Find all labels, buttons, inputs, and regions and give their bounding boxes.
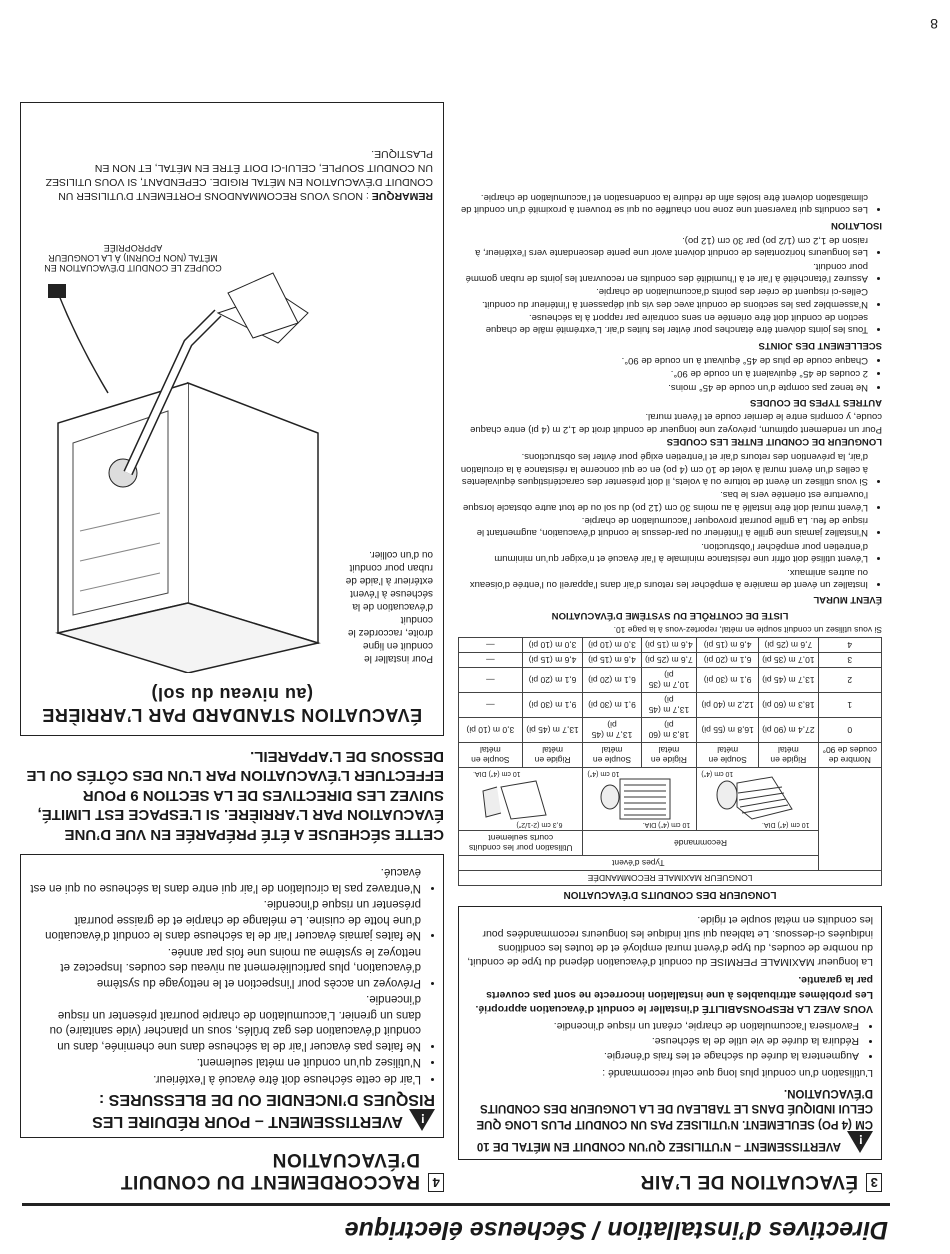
section-3-warning-text: AVERTISSEMENT – N’UTILISEZ QU’UN CONDUIT EN MÉTAL DE 10 CM (4 PO) SEULEMENT. N’UTILISEZ PAS UN CONDUIT PLUS LONG QUE CELUI INDIQUÉ DANS LE TABLEAU DE LA LONGUEUR DES CONDUITS D’ÉVACUATION. [476, 1086, 873, 1152]
max-length-text: La longueur MAXIMALE PERMISE du conduit d’évacuation dépend du type de conduit, du nombre de coudes, du type d’évent mural employé et de toutes les conditions indiquées ci-dessous. Le tableau qui suit indique les longueurs recommandées pour les conduits en métal souple et rigide. [467, 913, 873, 969]
table-row [459, 692, 882, 717]
table-cell: 10,7 m (35 pi) [759, 652, 818, 667]
table-cell: 13,7 m (45 pi) [522, 717, 583, 742]
table-cell: 9,1 m (30 pi) [583, 692, 641, 717]
seal-list [458, 234, 882, 336]
list-item: • L’air de cette sécheuse doit être évacué à l’extérieur. [29, 1070, 421, 1086]
list-item: • Réduira la durée de vie utile de la sécheuse. [467, 1034, 859, 1048]
seal-heading: SCELLEMENT DES JOINTS [758, 339, 882, 351]
table-row [459, 652, 882, 667]
table-cell: 13,7 m (45 pi) [583, 717, 641, 742]
table-cell: 6,1 m (20 pi) [697, 652, 759, 667]
table-row [459, 637, 882, 652]
dim-label: 10 cm (4") DIA. [473, 769, 521, 777]
table-cell: 13,7 m (45 pi) [759, 667, 818, 692]
elbow-list [458, 354, 882, 393]
louvered-vent-cell [697, 767, 818, 830]
table-cell: 0 [818, 717, 881, 742]
table-cell: 6,1 m (20 pi) [583, 667, 641, 692]
vent-types-header: Types d’évent [459, 855, 819, 870]
elbow-heading: AUTRES TYPES DE COUDES [750, 397, 882, 409]
hood-vent-illustration [471, 773, 571, 827]
dim-label: 10 cm (4") [701, 769, 734, 777]
vent-length-table [458, 637, 882, 886]
list-item: • Augmentera la durée du séchage et les frais d’énergie. [467, 1049, 859, 1063]
page-number: 8 [930, 16, 938, 32]
table-cell: 4,6 m (15 pi) [522, 652, 583, 667]
table-cell: 4 [818, 637, 881, 652]
section-3-title: ÉVACUATION DE L’AIR [640, 1171, 858, 1192]
standard-exhaust-title: ÉVACUATION STANDARD PAR L’ARRIÈRE [41, 705, 423, 726]
section-4-heading [20, 1148, 444, 1192]
section-3-warning-box [458, 906, 882, 1160]
table-cell: — [459, 692, 523, 717]
vent-length-table-block [458, 625, 882, 900]
list-item: • N’utilisez qu’un conduit en métal seulement. [29, 1054, 421, 1070]
standard-exhaust-subtitle: (au niveau du sol) [150, 684, 314, 705]
section-4-number: 4 [428, 1173, 444, 1192]
remark [33, 147, 433, 204]
table-row [459, 667, 882, 692]
list-item: • 2 coudes de 45° équivalent à un coude de 90°. [458, 367, 868, 379]
insulation-heading: ISOLATION [830, 219, 882, 231]
table-header-cell: Nombre de coudes de 90° [818, 742, 881, 767]
insulation-list [458, 191, 882, 216]
list-item: • L’évent utilisé doit offrir une résistance minimale à l’air évacué et n’exiger qu’un minimum d’entretien pour empêcher l’obstruction. [458, 540, 868, 565]
title-rule [22, 1203, 890, 1206]
table-row [459, 717, 882, 742]
table-footnote: Si vous utilisez un conduit souple en métal, reportez-vous à la page 10. [613, 624, 882, 635]
table-header-cell: Rigide en métal [522, 742, 583, 767]
list-item: • Tous les joints doivent être étanches pour éviter les fuites d’air. L’extrémité mâle de chaque section de conduit doit être orientée en sens contraire par rapport à la sécheuse. [458, 311, 868, 336]
remark-label: REMARQUE [371, 190, 433, 203]
table-cell: 4,6 m (15 pi) [583, 652, 641, 667]
table-cell: — [459, 667, 523, 692]
responsibility-text: VOUS AVEZ LA RESPONSABILITÉ d’installer le conduit d’évacuation approprié. Les problèmes attribuables à une installation incorrecte ne sont pas couverts par la garantie. [475, 974, 873, 1015]
checklist [458, 191, 882, 621]
exhaust-note: CETTE SÉCHEUSE A ÉTÉ PRÉPARÉE EN VUE D’UNE ÉVACUATION PAR L’ARRIÈRE. SI L’ESPACE EST LIMITÉ, SUIVEZ LES DIRECTIVES DE LA SECTION 9 POUR EFFECTUER L’ÉVACUATION PAR L’UN DES CÔTÉS OU LE DESSOUS DE L’APPAREIL. [26, 747, 444, 843]
table-cell: 3,0 m (10 pi) [459, 717, 523, 742]
dryer-diagram [31, 113, 433, 673]
table-cell: 3,0 m (10 pi) [522, 637, 583, 652]
table-cell: 9,1 m (30 pi) [697, 667, 759, 692]
table-cell: 10,7 m (35 pi) [641, 667, 697, 692]
list-item: • Les conduits qui traversent une zone non chauffée ou qui se trouvent à proximité d’un conduit de climatisation doivent être isolés afin de réduire la condensation et l’accumulation de charpie. [458, 191, 868, 216]
remark-text: : NOUS VOUS RECOMMANDONS FORTEMENT D’UTILISER UN CONDUIT D’ÉVACUATION EN MÉTAL RIGIDE. CEPENDANT, SI VOUS UTILISEZ UN CONDUIT SOUPLE, CELUI-CI DOIT ÊTRE EN MÉTAL, ET NON EN PLASTIQUE. [45, 147, 433, 203]
louvered-vent-illustration [702, 773, 812, 827]
section-3-intro: L’utilisation d’un conduit plus long que celui recommandé : [602, 1067, 873, 1080]
dim-label: 10 cm (4") DIA. [761, 820, 810, 828]
table-cell: 1 [818, 692, 881, 717]
length-heading: LONGUEUR DE CONDUIT ENTRE LES COUDES [666, 436, 882, 448]
table-cell: 2 [818, 667, 881, 692]
section-3-heading [458, 1170, 882, 1192]
warning-icon: ! [847, 1131, 873, 1153]
list-item: • Chaque coude de plus de 45° équivaut à un coude de 90°. [458, 354, 868, 366]
warning-icon: ! [409, 1109, 435, 1131]
box-vent-illustration [590, 773, 690, 827]
list-item: • N’entravez pas la circulation de l’air qui entre dans la sécheuse ou qui en est évacué. [29, 864, 421, 895]
section-3-bullets [467, 1019, 873, 1064]
standard-exhaust-box [20, 102, 444, 736]
table-header-cell: Souple en métal [583, 742, 641, 767]
table-cell: 4,6 m (15 pi) [697, 637, 759, 652]
list-item: • N’installez jamais une grille à l’intérieur ou par-dessus le conduit d’évacuation, augmentant le risque de feu. La grille pourrait provoquer l’accumulation de charpie. [458, 514, 868, 539]
table-cell: 27,4 m (90 pi) [759, 717, 818, 742]
table-cell: — [459, 652, 523, 667]
hood-vent-cell [459, 767, 583, 830]
list-item: • Si vous utilisez un évent de toiture ou à volets, il doit présenter des caractéristiques équivalentes à celles d’un évent mural à volet de 10 cm (4 po) en ce qui concerne la résistance à la circulation d’air, la prévention des retours d’air et l’entretien exigé pour éviter les obstructions. [458, 450, 868, 487]
dryer-illustration [38, 233, 338, 673]
list-item: • L’évent mural doit être installé à au moins 30 cm (12 po) du sol ou de tout autre obstacle lorsque l’ouverture est orientée vers le bas. [458, 488, 868, 513]
list-item: • Assurez l’étanchéité à l’air et à l’humidité des conduits en recouvrant les joints de ruban gommé pour conduit. [458, 259, 868, 284]
box-vent-cell [583, 767, 697, 830]
wall-vent-list [458, 450, 882, 590]
table-title: LONGUEUR DES CONDUITS D’ÉVACUATION [563, 888, 777, 900]
table-cell: 3,0 m (10 pi) [583, 637, 641, 652]
table-cell: 7,6 m (25 pi) [759, 637, 818, 652]
section-4 [20, 102, 444, 1192]
dim-label: 10 cm (4") DIA. [642, 820, 691, 828]
empty-cell [818, 767, 881, 870]
table-header-cell: Souple en métal [697, 742, 759, 767]
section-4-warning-text: AVERTISSEMENT – POUR RÉDUIRE LES RISQUES D’INCENDIE OU DE BLESSURES : [92, 1091, 435, 1130]
table-header-cell: Rigide en métal [641, 742, 697, 767]
list-item: • Ne faites pas évacuer l’air de la sécheuse dans une cheminée, dans un conduit d’évacuation des gaz brûlés, sous un plancher (vide sanitaire) ou dans un grenier. L’accumulation de charpie pourrait présenter un risque d’incendie. [29, 991, 421, 1053]
section-4-bullets [29, 864, 435, 1086]
list-item: • Ne tenez pas compte d’un coude de 45° moins. [458, 380, 868, 392]
list-item: • Les longueurs horizontales de conduit doivent avoir une pente descendante vers l’extérieur, à raison de 1,2 cm (1/2 po) par 30 cm (12 po). [458, 234, 868, 259]
table-cell: 3 [818, 652, 881, 667]
length-text: Pour un rendement optimum, prévoyez une longueur de conduit droit de 1,2 m (4 pi) entre chaque coude, y compris entre le dernier coude et l’évent mural. [470, 411, 882, 435]
table-subtitle: LONGUEUR MAXIMALE RECOMMANDÉE [459, 870, 882, 885]
short-only-header: Utilisation pour les conduits courts seulement [459, 830, 583, 855]
table-cell: 16,8 m (55 pi) [697, 717, 759, 742]
table-cell: 12,2 m (40 pi) [697, 692, 759, 717]
table-cell: 18,3 m (60 pi) [759, 692, 818, 717]
table-header-cell: Rigide en métal [759, 742, 818, 767]
table-cell: 6,1 m (20 pi) [522, 667, 583, 692]
table-cell: — [459, 637, 523, 652]
list-item: • Prévoyez un accès pour l’inspection et le nettoyage du système d’évacuation, plus particulièrement au niveau des coudes. Inspectez et nettoyez le système au moins une fois par année. [29, 943, 421, 990]
list-item: • Installez un évent de manière à empêcher les retours d’air dans l’appareil ou l’entrée d’oiseaux ou autres animaux. [458, 565, 868, 590]
section-3 [458, 188, 882, 1192]
table-cell: 18,3 m (60 pi) [641, 717, 697, 742]
table-cell: 13,7 m (45 pi) [641, 692, 697, 717]
table-header-cell: Souple en métal [459, 742, 523, 767]
install-text: Pour installer le conduit en ligne droite, raccordez le conduit d’évacuation de la sécheuse à l’évent extérieur à l’aide de ruban pour conduit ou d’un collier. [345, 549, 433, 665]
section-4-warning-box [20, 854, 444, 1138]
table-cell: 4,6 m (15 pi) [641, 637, 697, 652]
section-4-warning-title [29, 1089, 435, 1131]
wall-vent-heading: ÉVENT MURAL [813, 594, 882, 606]
section-3-number: 3 [866, 1173, 882, 1192]
page-title: Directives d’installation / Sécheuse électrique [344, 1216, 888, 1244]
table-cell: 9,1 m (30 pi) [522, 692, 583, 717]
list-item: • N’assemblez pas les sections de conduit avec des vis qui dépassent à l’intérieur du conduit. Celles-ci risquent de créer des points d’accumulation de charpie. [458, 285, 868, 310]
checklist-title: LISTE DE CONTRÔLE DU SYSTÈME D’ÉVACUATION [551, 609, 789, 621]
list-item: • Ne faites jamais évacuer l’air de la sécheuse dans le conduit d’évacuation d’une hotte de cuisine. Le mélange de charpie et de graisse pourrait présenter un risque d’incendie. [29, 896, 421, 943]
recommended-header: Recommandé [583, 830, 818, 855]
dim-label: 10 cm (4") [587, 769, 620, 777]
list-item: • Favorisera l’accumulation de charpie, créant un risque d’incendie. [467, 1019, 859, 1033]
section-3-warning-title [467, 1084, 873, 1153]
cut-duct-note: COUPEZ LE CONDUIT D’ÉVACUATION EN MÉTAL (NON FOURNI) À LA LONGUEUR APPROPRIÉE [44, 243, 222, 274]
section-4-title: RACCORDEMENT DU CONDUIT D’ÉVACUATION [120, 1149, 420, 1192]
dim-label: 6,3 cm (2-1/2") [516, 820, 563, 828]
table-cell: 7,6 m (25 pi) [641, 652, 697, 667]
